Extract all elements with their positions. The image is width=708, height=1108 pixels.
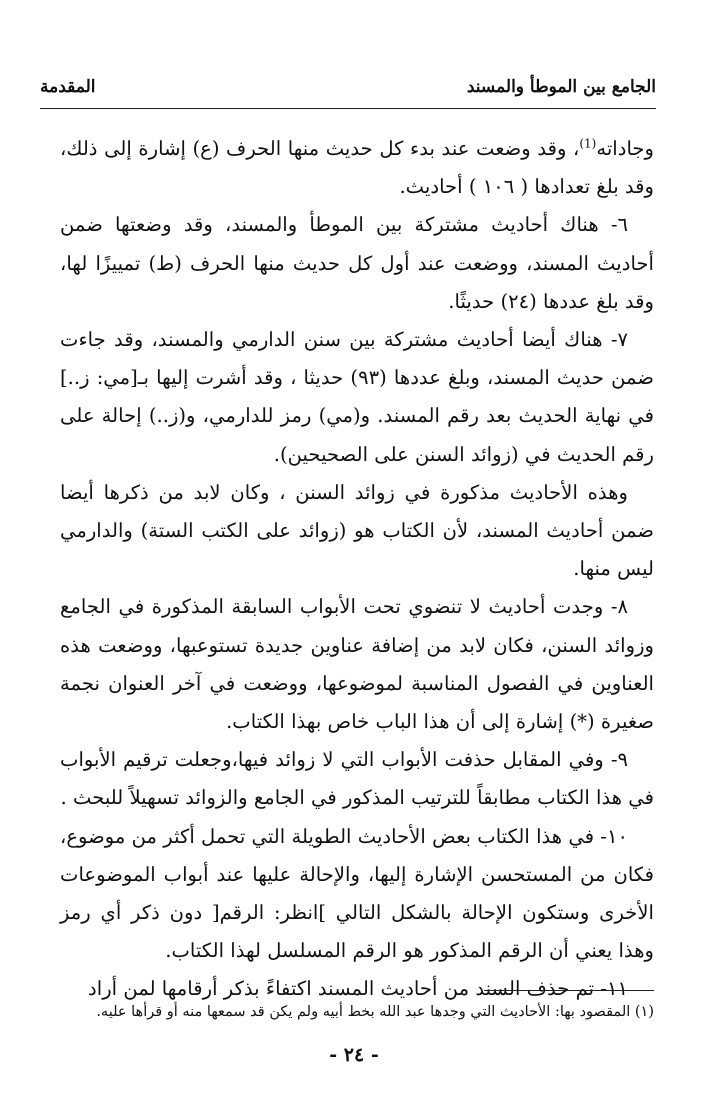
paragraph-note: وهذه الأحاديث مذكورة في زوائد السنن ، وكان لابد من ذكرها أيضا ضمن أحاديث المسند، لأن الكتاب هو (زوائد على الكتب الستة) والدارمي ليس منها. xyxy=(60,480,654,581)
page-number: - ٢٤ - xyxy=(329,1044,379,1066)
paragraph-text-end: ، وقد وضعت عند بدء كل حديث منها الحرف (ع) إشارة إلى ذلك، وقد بلغ تعدادها ( ١٠٦ ) أحاديث. xyxy=(60,137,654,199)
footnote-divider xyxy=(484,990,654,991)
body-text xyxy=(60,130,654,1009)
book-title: الجامع بين الموطأ والمسند xyxy=(466,77,656,97)
paragraph-item-9: ٩- وفي المقابل حذفت الأبواب التي لا زوائد فيها،وجعلت ترقيم الأبواب في هذا الكتاب مطابقاً للترتيب المذكور في الجامع والزوائد تسهيلاً للبحث . xyxy=(60,748,654,810)
footnote: (١) المقصود بها: الأحاديث التي وجدها عبد الله بخط أبيه ولم يكن قد سمعها منه أو قرأها عليه. xyxy=(96,1004,654,1020)
paragraph-item-11: ١١- تم حذف السند من أحاديث المسند اكتفاءً بذكر أرقامها لمن أراد xyxy=(88,977,628,1001)
header-divider xyxy=(40,108,656,109)
section-title: المقدمة xyxy=(40,77,96,97)
paragraph-text-start: وجاداته xyxy=(596,137,654,160)
paragraph-item-6: ٦- هناك أحاديث مشتركة بين الموطأ والمسند، وقد وضعتها ضمن أحاديث المسند، ووضعت عند أول كل حديث منها الحرف (ط) تمييزًا لها، وقد بلغ عددها (٢٤) حديثًا. xyxy=(60,213,654,313)
paragraph-continuation xyxy=(60,130,654,206)
paragraph-item-7: ٧- هناك أيضا أحاديث مشتركة بين سنن الدارمي والمسند، وقد جاءت ضمن حديث المسند، وبلغ عددها (٩٣) حديثا ، وقد أشرت إليها بـ[مي: ز..] في نهاية الحديث بعد رقم المسند. و(مي) رمز للدارمي، و(ز..) إحالة على رقم الحديث في (زوائد السنن على الصحيحين). xyxy=(60,328,655,466)
running-header xyxy=(40,70,656,104)
paragraph-item-10: ١٠- في هذا الكتاب بعض الأحاديث الطويلة التي تحمل أكثر من موضوع، فكان من المستحسن الإشارة إليها، والإحالة عليها عند أبواب الموضوعات الأخرى وستكون الإحالة بالشكل التالي ]انظر: الرقم[ دون ذكر أي رمز وهذا يعني أن الرقم المذكور هو الرقم المسلسل لهذا الكتاب. xyxy=(60,824,654,963)
paragraph-item-8: ٨- وجدت أحاديث لا تنضوي تحت الأبواب السابقة المذكورة في الجامع وزوائد السنن، فكان لابد من إضافة عناوين جديدة تستوعبها، ووضعت هذه العناوين في الفصول المناسبة لموضوعها، ووضعت في آخر العنوان نجمة صغيرة (*) إشارة إلى أن هذا الباب خاص بهذا الكتاب. xyxy=(60,595,654,734)
footnote-marker: (1) xyxy=(579,136,597,151)
